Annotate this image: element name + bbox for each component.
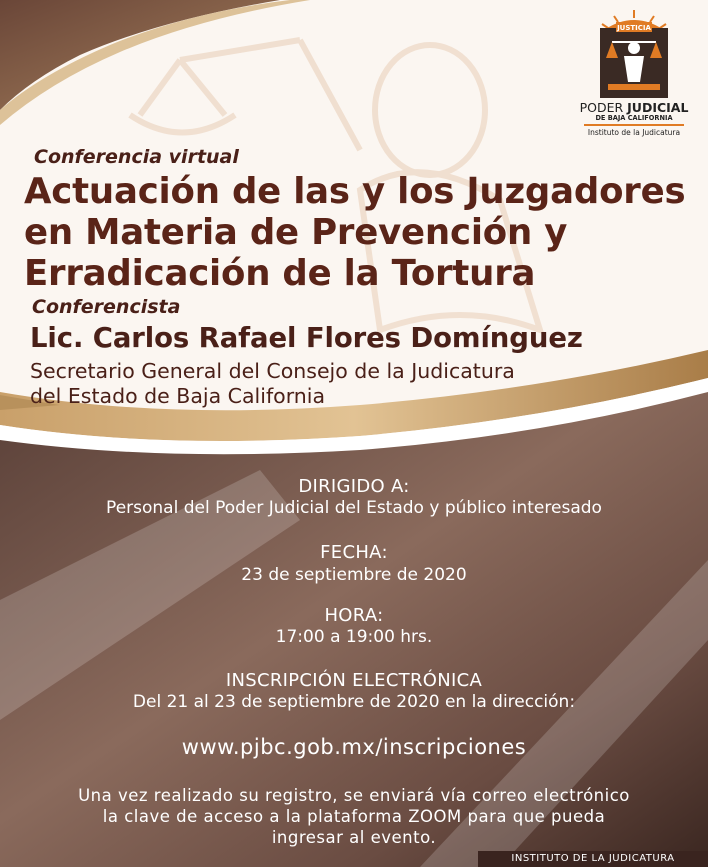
svg-text:JUSTICIA: JUSTICIA: [617, 24, 651, 32]
registration-label: INSCRIPCIÓN ELECTRÓNICA: [225, 670, 483, 691]
event-title-line: Erradicación de la Tortura: [24, 253, 536, 294]
audience-value: Personal del Poder Judicial del Estado y público interesado: [106, 498, 602, 518]
audience-label: DIRIGIDO A:: [298, 476, 410, 497]
date-value: 23 de septiembre de 2020: [241, 565, 467, 585]
speaker-name: Lic. Carlos Rafael Flores Domínguez: [30, 322, 583, 354]
event-title-line: Actuación de las y los Juzgadores: [24, 171, 686, 212]
registration-value: Del 21 al 23 de septiembre de 2020 en la dirección:: [132, 692, 576, 712]
logo-institute: Instituto de la Judicatura: [587, 128, 681, 137]
date-label: FECHA:: [320, 542, 388, 563]
logo-state: DE BAJA CALIFORNIA: [595, 114, 673, 122]
speaker-role-line: del Estado de Baja California: [30, 384, 326, 408]
logo-name: PODER JUDICIAL: [579, 100, 689, 115]
event-title-line: en Materia de Prevención y: [24, 212, 568, 253]
registration-url-link[interactable]: www.pjbc.gob.mx/inscripciones: [181, 735, 527, 759]
footer-bar: INSTITUTO DE LA JUDICATURA: [478, 851, 708, 867]
justice-emblem-icon: [574, 8, 694, 100]
speaker-label: Conferencista: [32, 296, 181, 318]
time-label: HORA:: [324, 605, 384, 626]
registration-note-line: ingresar al evento.: [271, 828, 437, 847]
logo-divider: [584, 124, 684, 126]
institution-logo: [574, 8, 694, 138]
event-kicker: Conferencia virtual: [34, 146, 239, 168]
speaker-role-line: Secretario General del Consejo de la Judicatura: [30, 359, 515, 383]
time-value: 17:00 a 19:00 hrs.: [275, 627, 433, 647]
registration-note-line: la clave de acceso a la plataforma ZOOM para que pueda: [102, 807, 606, 826]
registration-note-line: Una vez realizado su registro, se enviará vía correo electrónico: [78, 786, 630, 805]
